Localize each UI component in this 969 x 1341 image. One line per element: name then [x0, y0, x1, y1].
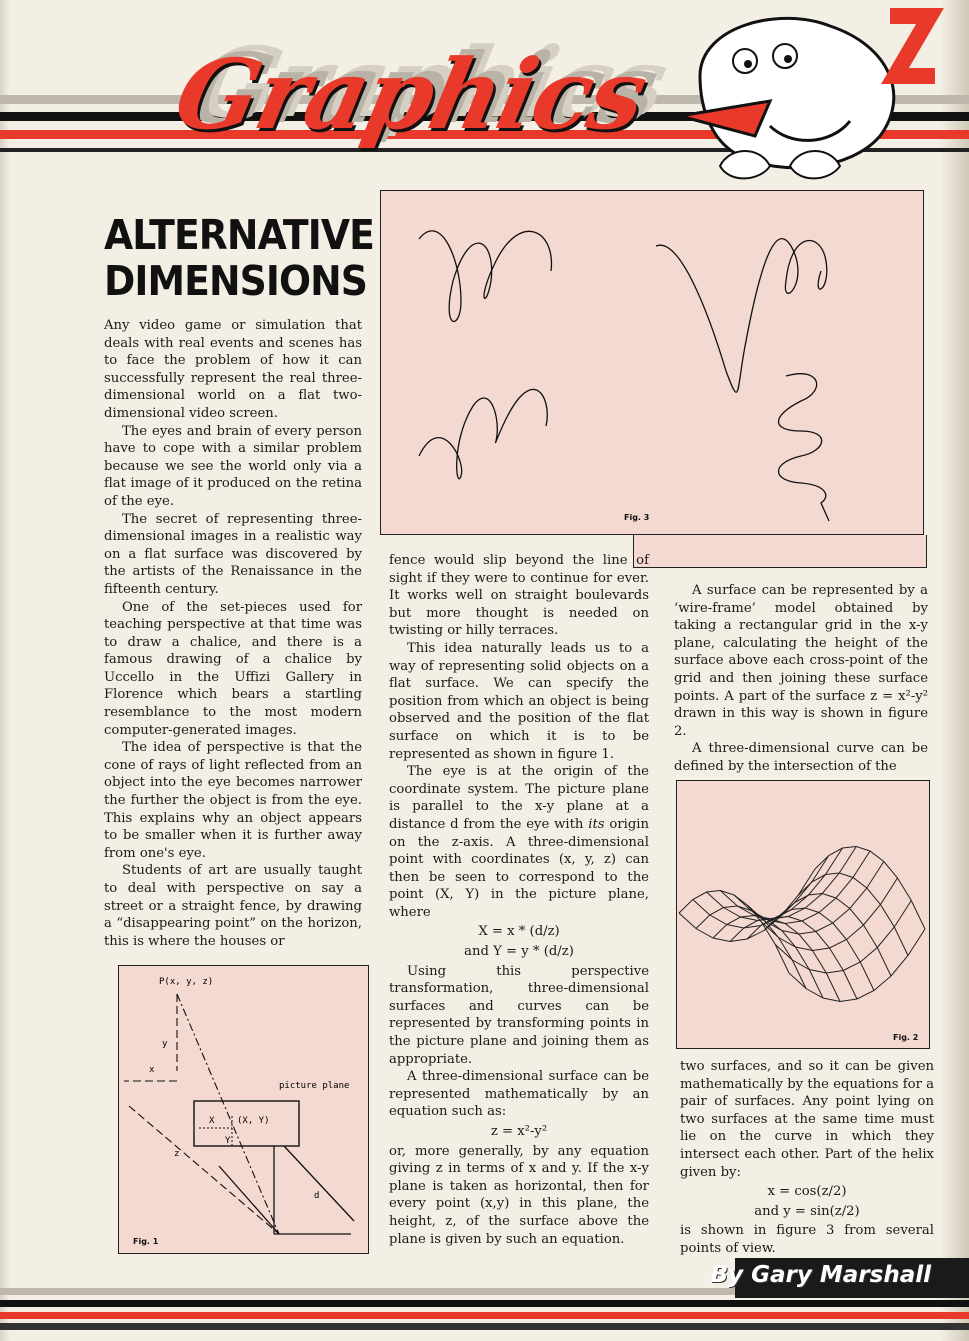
figure-2: [676, 780, 930, 1049]
figure-2-label: Fig. 2: [893, 1033, 919, 1042]
wireframe-line: [781, 894, 891, 977]
column-3-continued: [680, 1058, 934, 1258]
paragraph: A three-dimensional curve can be defined by the intersection of the: [674, 741, 928, 774]
wireframe-line: [775, 901, 911, 974]
helix-plot: [381, 191, 923, 534]
y-label: y: [162, 1039, 168, 1049]
equation: x = cos(z/2): [767, 1184, 847, 1200]
paragraph: One of the set-pieces used for teaching perspective at that time was to draw a chalice, and there is a famous drawing of a chalice by Uccello in the Uffizi Gallery in Florence which bears a startling resemblance to the most modern computer-generated images.: [104, 599, 362, 738]
paragraph: The eyes and brain of every person have to cope with a similar problem because we see the world only via a flat image of it produced on the retina of the eye.: [104, 423, 362, 509]
x-label: x: [149, 1065, 155, 1075]
figure-1-label: Fig. 1: [133, 1237, 159, 1246]
paragraph: The idea of perspective is that the cone of rays of light reflected from an object into the eye becomes narrower the further the object is from the eye. This explains why an object appears to be smaller when it is further away from one's eye.: [104, 740, 362, 861]
equation: and y = sin(z/2): [754, 1203, 860, 1219]
footer-stripe: [0, 1300, 969, 1307]
figure-3-label: Fig. 3: [624, 513, 650, 522]
equation: z = x²-y²: [490, 1124, 548, 1139]
paragraph: Using this perspective transformation, three-dimensional surfaces and curves can be represented by transforming points in the picture plane and joining them as appropriate.: [389, 963, 649, 1067]
X-label: X: [209, 1116, 215, 1126]
figure-3: [380, 190, 924, 535]
figure-1: [118, 965, 369, 1254]
perspective-diagram: [119, 966, 368, 1253]
footer-stripe: [0, 1312, 969, 1319]
paragraph: A surface can be represented by a ‘wire-frame’ model obtained by taking a rectangular grid in the x-y plane, calculating the height of the surface above each cross-point of the grid and then joining these surface points. A part of the surface z = x²-y² drawn in this way is shown in figure 2.: [674, 583, 928, 739]
Y-label: Y: [225, 1136, 231, 1146]
d-label: d: [314, 1191, 320, 1201]
paragraph: Any video game or simulation that deals with real events and scenes has to face the problem of how it can successfully represent the real three-dimensional world on a flat two-dimensional video screen.: [104, 318, 362, 421]
section-logo: Graphics: [165, 38, 655, 151]
paragraph: The eye is at the origin of the coordinate system. The picture plane is parallel to the x-y plane at a distance d from the eye with its origin on the z-axis. A three-dimensional point with coordinates (x, y, z) can then be seen to correspond to the point (X, Y) in the picture plane, where: [389, 764, 650, 920]
column-1: [104, 317, 362, 950]
wireframe-surface-plot: [677, 781, 929, 1048]
wireframe-line: [748, 862, 884, 935]
z-label: z: [174, 1149, 180, 1159]
article-title-line2: DIMENSIONS: [104, 257, 368, 305]
wireframe-line: [789, 929, 925, 1002]
article-title: [104, 212, 374, 304]
picture-plane-label: picture plane: [279, 1081, 350, 1091]
cartoon-mascot-icon: [660, 6, 950, 196]
projected-point-label: (X, Y): [237, 1116, 270, 1126]
figure-3-extension: [633, 535, 927, 568]
paragraph: or, more generally, by any equation giving z in terms of x and y. If the x-y plane is taken as horizontal, then for every point (x,y) in this plane, the height, z, of the surface above the plane is given by such an equation.: [389, 1143, 649, 1247]
paragraph: two surfaces, and so it can be given mathematically by the equations for a pair of surfaces. Any point lying on two surfaces at the same time must lie on the curve in which they intersect each other. Part of the helix given by:: [680, 1059, 934, 1180]
column-2: [389, 552, 649, 1248]
column-3: [674, 582, 928, 776]
paragraph: This idea naturally leads us to a way of representing solid objects on a flat surface. We can specify the position from which an object is being observed and the position of the flat surface on which it is to be represented as shown in figure 1.: [389, 640, 649, 762]
paragraph: A three-dimensional surface can be represented mathematically by an equation such as:: [389, 1069, 649, 1120]
article-title-line1: ALTERNATIVE: [104, 211, 374, 259]
equation: X = x * (d/z): [478, 924, 560, 940]
footer-stripe: [0, 1323, 969, 1330]
wireframe-line: [696, 906, 806, 989]
paragraph: Students of art are usually taught to deal with perspective on say a street or a straight fence, by drawing a “disappearing point” on the horizon, this is where the houses or: [104, 863, 362, 949]
point-label: P(x, y, z): [159, 977, 214, 987]
section-header: [0, 0, 969, 205]
equation: and Y = y * (d/z): [464, 944, 574, 960]
paragraph: fence would slip beyond the line of sight if they were to continue for ever. It works well on straight boulevards but more thought is needed on twisting or hilly terraces.: [389, 553, 649, 639]
paragraph: The secret of representing three-dimensional images in a realistic way on a flat surface was discovered by the artists of the Renaissance in the fifteenth century.: [104, 511, 362, 597]
paragraph: is shown in figure 3 from several points of view.: [680, 1223, 934, 1256]
byline: By Gary Marshall: [710, 1262, 931, 1288]
wireframe-line: [734, 851, 870, 924]
